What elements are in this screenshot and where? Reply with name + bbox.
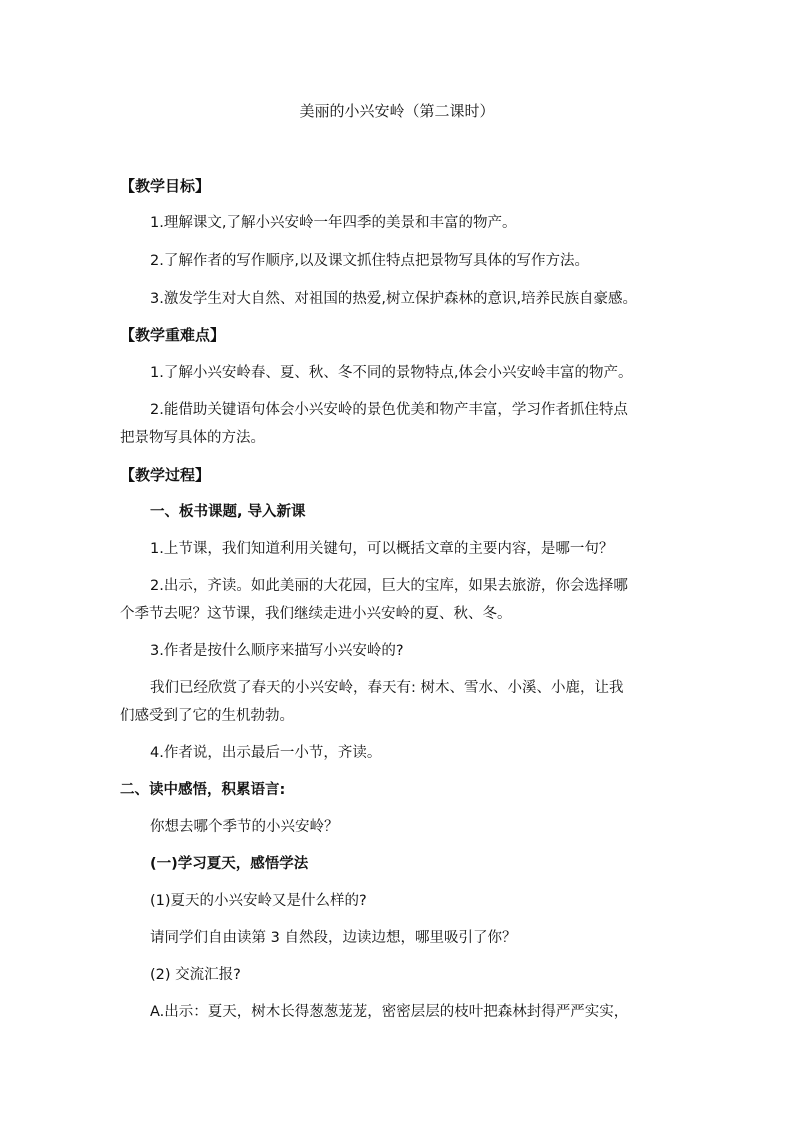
paragraph: 们感受到了它的生机勃勃。 (120, 708, 294, 724)
heading-goals: 【教学目标】 (120, 177, 211, 195)
paragraph: 我们已经欣赏了春天的小兴安岭，春天有: 树木、雪水、小溪、小鹿，让我 (150, 680, 624, 696)
paragraph: 3.激发学生对大自然、对祖国的热爱,树立保护森林的意识,培养民族自豪感。 (150, 291, 638, 307)
paragraph: 2.了解作者的写作顺序,以及课文抓住特点把景物写具体的写作方法。 (150, 253, 589, 269)
paragraph: (1)夏天的小兴安岭又是什么样的? (150, 893, 367, 909)
paragraph: 2.出示，齐读。如此美丽的大花园，巨大的宝库，如果去旅游，你会选择哪 (150, 578, 628, 594)
paragraph: (2) 交流汇报? (150, 967, 241, 983)
section-title: 一、板书课题, 导入新课 (150, 504, 306, 520)
heading-process: 【教学过程】 (120, 466, 211, 484)
paragraph: 请同学们自由读第 3 自然段，边读边想，哪里吸引了你？ (150, 930, 517, 946)
paragraph: 2.能借助关键语句体会小兴安岭的景色优美和物产丰富，学习作者抓住特点 (150, 402, 628, 418)
paragraph: 3.作者是按什么顺序来描写小兴安岭的? (150, 643, 404, 659)
heading-key-points: 【教学重难点】 (120, 326, 226, 344)
paragraph: A.出示：夏天，树木长得葱葱茏茏，密密层层的枝叶把森林封得严严实实， (150, 1004, 629, 1020)
paragraph: 1.了解小兴安岭春、夏、秋、冬不同的景物特点,体会小兴安岭丰富的物产。 (150, 365, 633, 381)
paragraph: 1.上节课，我们知道利用关键句，可以概括文章的主要内容，是哪一句？ (150, 541, 614, 557)
paragraph: 1.理解课文,了解小兴安岭一年四季的美景和丰富的物产。 (150, 215, 517, 231)
paragraph: 把景物写具体的方法。 (120, 430, 265, 446)
section-title: 二、读中感悟，积累语言: (120, 782, 286, 798)
paragraph: 4.作者说，出示最后一小节，齐读。 (150, 745, 382, 761)
subsection-title: (一)学习夏天，感悟学法 (150, 856, 309, 872)
paragraph: 个季节去呢？这节课，我们继续走进小兴安岭的夏、秋、冬。 (120, 606, 512, 622)
page-title: 美丽的小兴安岭（第二课时） (299, 102, 495, 120)
paragraph: 你想去哪个季节的小兴安岭？ (150, 819, 339, 835)
